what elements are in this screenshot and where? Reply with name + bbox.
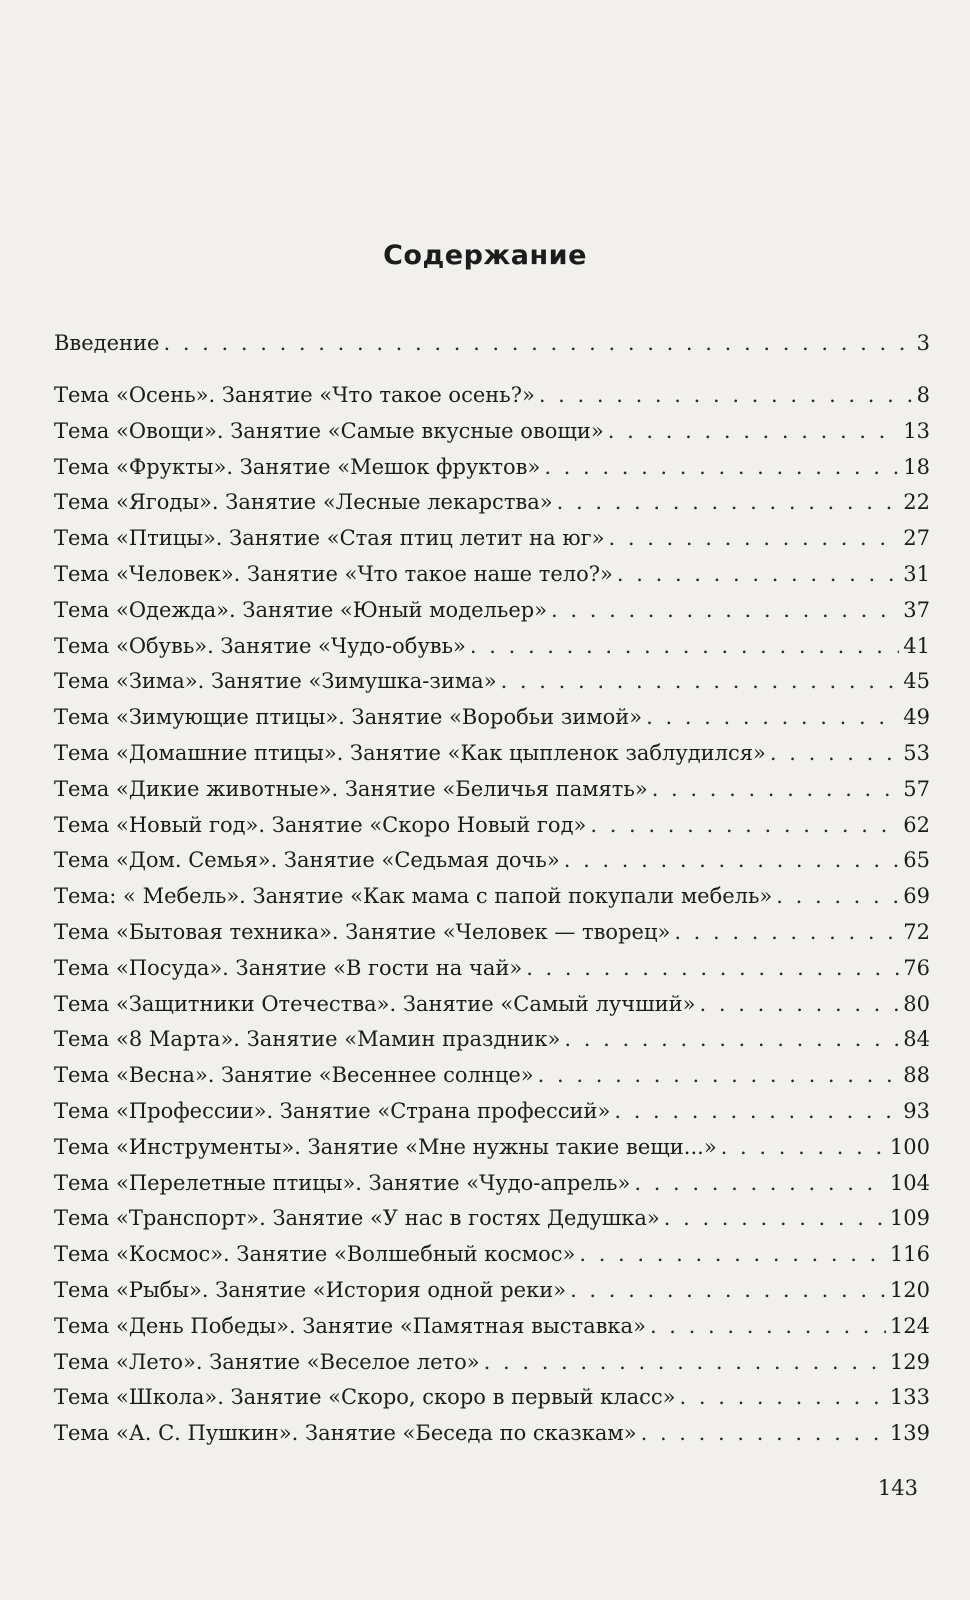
dot-leader (674, 915, 899, 951)
toc-entry-title: Тема «Рыбы». Занятие «История одной реки» (54, 1277, 567, 1302)
toc-entry (54, 772, 930, 808)
dot-leader (634, 1166, 886, 1202)
toc-entry-title: Тема «Лето». Занятие «Веселое лето» (54, 1349, 480, 1374)
dot-leader (539, 378, 913, 414)
dot-leader (544, 450, 899, 486)
dot-leader (538, 1058, 900, 1094)
toc-entry-title: Тема «Фрукты». Занятие «Мешок фруктов» (54, 454, 541, 479)
table-of-contents (54, 326, 930, 1452)
toc-entry-title: Тема «Дикие животные». Занятие «Беличья память» (54, 776, 648, 801)
dot-leader (484, 1345, 886, 1381)
toc-entry-page: 18 (903, 454, 930, 479)
toc-entry (54, 736, 930, 772)
toc-entry-title: Тема «Осень». Занятие «Что такое осень?» (54, 383, 535, 407)
toc-entry (54, 485, 930, 521)
toc-entry-page: 76 (903, 955, 930, 980)
toc-entry-title: Тема «Одежда». Занятие «Юный модельер» (54, 597, 548, 622)
toc-entry-title: Тема «А. С. Пушкин». Занятие «Беседа по сказкам» (54, 1421, 637, 1446)
toc-entry-page: 124 (889, 1313, 930, 1338)
toc-entry-title: Тема «Овощи». Занятие «Самые вкусные овощи» (54, 418, 604, 443)
toc-entry-title: Тема «Инструменты». Занятие «Мне нужны такие вещи...» (54, 1134, 717, 1159)
toc-entry-title: Тема «Космос». Занятие «Волшебный космос» (54, 1242, 576, 1267)
toc-entry-title: Тема «Перелетные птицы». Занятие «Чудо-апрель» (54, 1170, 631, 1195)
toc-entry-title: Тема «Транспорт». Занятие «У нас в гостях Дедушка» (54, 1206, 660, 1231)
dot-leader (776, 879, 899, 915)
dot-leader (641, 1416, 886, 1452)
dot-leader (664, 1201, 886, 1237)
toc-entry-title: Тема «Зима». Занятие «Зимушка-зима» (54, 669, 497, 694)
toc-entry-page: 22 (903, 490, 930, 515)
toc-entry-page: 57 (903, 776, 930, 801)
toc-entry-title: Тема «Бытовая техника». Занятие «Человек — творец» (54, 919, 671, 944)
toc-entry-page: 84 (903, 1027, 930, 1052)
dot-leader (564, 1022, 899, 1058)
toc-entry-title: Тема «Новый год». Занятие «Скоро Новый год» (54, 812, 587, 837)
dot-leader (617, 557, 899, 593)
page-title: Содержание (383, 240, 587, 271)
toc-entry-page: 129 (889, 1349, 930, 1374)
dot-leader (608, 414, 900, 450)
toc-entry-page: 139 (889, 1421, 930, 1446)
toc-entry (54, 951, 930, 987)
toc-entry-page: 65 (903, 848, 930, 873)
toc-entry-title: Тема «Домашние птицы». Занятие «Как цыпленок заблудился» (54, 740, 766, 765)
toc-entry-title: Тема «Защитники Отечества». Занятие «Самый лучший» (54, 991, 696, 1016)
dot-leader (721, 1130, 886, 1166)
toc-entry (54, 557, 930, 593)
toc-entry-title: Тема «Профессии». Занятие «Страна профессий» (54, 1098, 611, 1123)
toc-entry-title: Тема «Посуда». Занятие «В гости на чай» (54, 955, 523, 980)
toc-entry (54, 1058, 930, 1094)
dot-leader (557, 485, 900, 521)
toc-entry-page: 13 (903, 418, 930, 443)
toc-entry-page: 93 (903, 1098, 930, 1123)
dot-leader (579, 1237, 886, 1273)
toc-entry-title: Тема «Человек». Занятие «Что такое наше тело?» (54, 561, 613, 586)
dot-leader (680, 1380, 886, 1416)
dot-leader (770, 736, 899, 772)
toc-entry-title: Тема «Ягоды». Занятие «Лесные лекарства» (54, 490, 553, 515)
dot-leader (652, 772, 900, 808)
toc-entry (54, 915, 930, 951)
toc-entry-page: 133 (889, 1385, 930, 1410)
dot-leader (614, 1094, 899, 1130)
toc-entry-page: 120 (889, 1277, 930, 1302)
toc-entry (54, 414, 930, 450)
toc-entry-page: 88 (903, 1063, 930, 1088)
toc-entry (54, 1237, 930, 1273)
toc-entry-title: Тема «8 Марта». Занятие «Мамин праздник» (54, 1027, 561, 1052)
toc-entry-page: 45 (903, 669, 930, 694)
toc-entry-page: 41 (903, 633, 930, 658)
toc-entry (54, 664, 930, 700)
toc-entry (54, 378, 930, 414)
dot-leader (650, 1309, 886, 1345)
toc-entry (54, 808, 930, 844)
toc-entry-page: 62 (903, 812, 930, 837)
toc-entry (54, 700, 930, 736)
toc-entry-page: 8 (916, 383, 930, 407)
toc-entry (54, 1380, 930, 1416)
toc-entry (54, 1094, 930, 1130)
toc-entry-page: 100 (889, 1134, 930, 1159)
toc-entry (54, 1273, 930, 1309)
toc-entry-title: Тема «Школа». Занятие «Скоро, скоро в первый класс» (54, 1385, 676, 1410)
toc-entry-page: 53 (903, 740, 930, 765)
toc-entry-page: 104 (889, 1170, 930, 1195)
page-number: 143 (877, 1476, 918, 1500)
dot-leader (470, 629, 899, 665)
toc-entry-page: 116 (889, 1242, 930, 1267)
toc-entry-title: Тема «Весна». Занятие «Весеннее солнце» (54, 1063, 534, 1088)
toc-entry (54, 987, 930, 1023)
toc-entry-title: Тема «Обувь». Занятие «Чудо-обувь» (54, 633, 466, 658)
toc-entry-page: 80 (903, 991, 930, 1016)
toc-entry-title: Тема «Дом. Семья». Занятие «Седьмая дочь» (54, 848, 560, 873)
toc-entry-title: Введение (54, 331, 160, 355)
toc-entry-page: 3 (916, 331, 930, 355)
toc-entry (54, 1201, 930, 1237)
toc-entry (54, 1416, 930, 1452)
toc-entry (54, 450, 930, 486)
toc-entry-page: 31 (903, 561, 930, 586)
dot-leader (551, 593, 899, 629)
toc-entry-title: Тема «День Победы». Занятие «Памятная выставка» (54, 1313, 646, 1338)
toc-entry (54, 521, 930, 557)
toc-entry (54, 1309, 930, 1345)
toc-entry (54, 1022, 930, 1058)
toc-entry (54, 843, 930, 879)
toc-entry (54, 593, 930, 629)
toc-entry (54, 879, 930, 915)
toc-entry-page: 72 (903, 919, 930, 944)
dot-leader (590, 808, 899, 844)
toc-entry-page: 49 (903, 705, 930, 730)
toc-entry-title: Тема «Зимующие птицы». Занятие «Воробьи зимой» (54, 705, 643, 730)
dot-leader (564, 843, 900, 879)
dot-leader (163, 326, 912, 362)
dot-leader (570, 1273, 886, 1309)
toc-entry (54, 1166, 930, 1202)
toc-entry-page: 109 (889, 1206, 930, 1231)
toc-entry (54, 1345, 930, 1381)
toc-entry (54, 1130, 930, 1166)
toc-entry (54, 326, 930, 378)
toc-entry (54, 629, 930, 665)
dot-leader (700, 987, 900, 1023)
toc-entry-page: 27 (903, 526, 930, 551)
dot-leader (526, 951, 899, 987)
toc-entry-page: 37 (903, 597, 930, 622)
toc-entry-title: Тема «Птицы». Занятие «Стая птиц летит на юг» (54, 526, 605, 551)
dot-leader (609, 521, 900, 557)
dot-leader (646, 700, 899, 736)
toc-entry-page: 69 (903, 884, 930, 909)
toc-entry-title: Тема: « Мебель». Занятие «Как мама с папой покупали мебель» (54, 884, 773, 909)
dot-leader (501, 664, 900, 700)
